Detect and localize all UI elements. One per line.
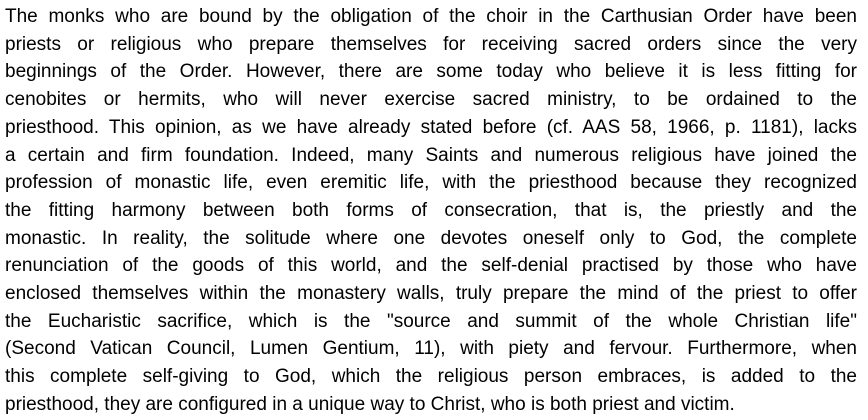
text-line: the fitting harmony between both forms of consecration, that is, the priestly and the [5,199,857,221]
paragraph [5,3,857,419]
text-line: this complete self-giving to God, which the religious person embraces, is added to the [5,366,857,388]
text-line: the Eucharistic sacrifice, which is the "source and summit of the whole Christian life" [5,310,857,332]
text-line: monastic. In reality, the solitude where one devotes oneself only to God, the complete [5,227,857,249]
text-line: enclosed themselves within the monastery walls, truly prepare the mind of the priest to offer [5,283,857,305]
text-line: a certain and firm foundation. Indeed, many Saints and numerous religious have joined the [5,144,857,166]
text-line: priesthood. This opinion, as we have already stated before (cf. AAS 58, 1966, p. 1181), lacks [5,116,857,138]
text-line: (Second Vatican Council, Lumen Gentium, 11), with piety and fervour. Furthermore, when [5,338,857,360]
text-line: renunciation of the goods of this world, and the self-denial practised by those who have [5,255,857,277]
text-line: profession of monastic life, even eremitic life, with the priesthood because they recognized [5,172,857,194]
text-line: priesthood, they are configured in a unique way to Christ, who is both priest and victim. [5,393,735,415]
text-line: priests or religious who prepare themselves for receiving sacred orders since the very [5,33,857,55]
text-line: beginnings of the Order. However, there are some today who believe it is less fitting for [5,61,857,83]
text-line: cenobites or hermits, who will never exercise sacred ministry, to be ordained to the [5,89,857,111]
text-line: The monks who are bound by the obligation of the choir in the Carthusian Order have been [5,6,857,27]
